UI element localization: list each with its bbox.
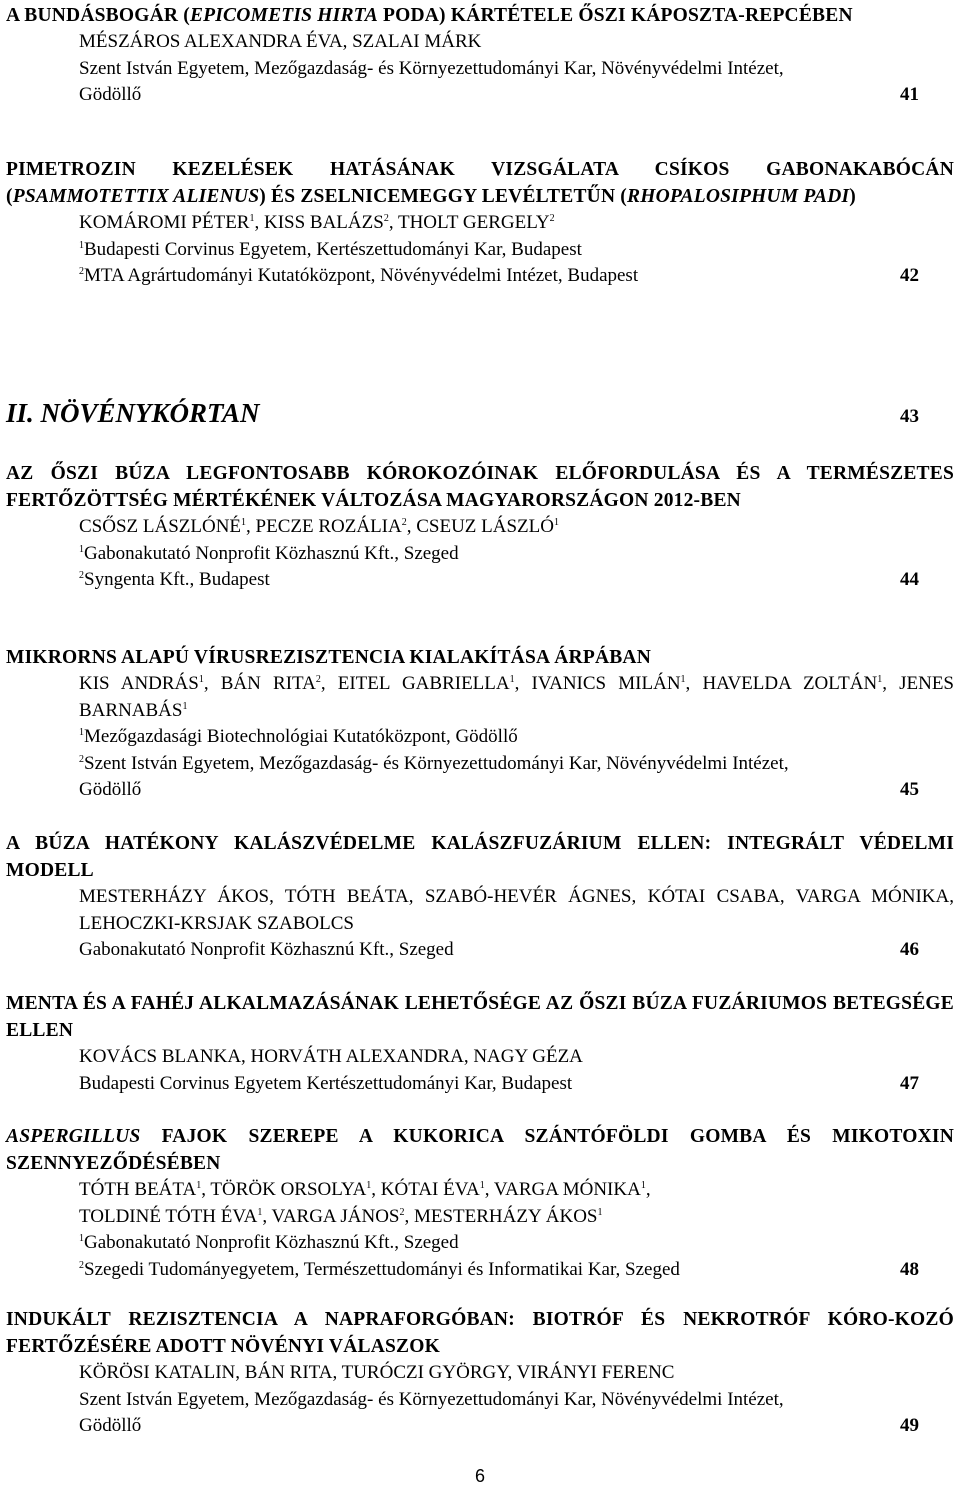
toc-entry bbox=[6, 990, 954, 1097]
entry-page-number: 46 bbox=[900, 939, 919, 960]
entry-page-number: 48 bbox=[900, 1258, 919, 1280]
toc-entry bbox=[6, 2, 954, 109]
entry-title: INDUKÁLT REZISZTENCIA A NAPRAFORGÓBAN: BIOTRÓF ÉS NEKROTRÓF KÓRO-KOZÓ FERTŐZÉSÉRE ADOTT NÖVÉNYI VÁLASZOK bbox=[6, 1309, 954, 1357]
entry-affiliation: $^2$Szent István Egyetem, Mezőgazdaság- és Környezettudományi Kar, Növényvédelmi Intézet, bbox=[79, 752, 789, 774]
entry-affiliation: $^1$Budapesti Corvinus Egyetem, Kertészettudományi Kar, Budapest bbox=[79, 238, 582, 260]
entry-affiliation: Budapesti Corvinus Egyetem Kertészettudományi Kar, Budapest bbox=[79, 1072, 573, 1094]
section-title: II. NÖVÉNYKÓRTAN bbox=[6, 398, 260, 428]
entry-affiliation: Gödöllő bbox=[79, 1415, 142, 1436]
toc-entry bbox=[6, 1123, 954, 1283]
entry-page-number: 45 bbox=[900, 779, 919, 800]
section-page-number: 43 bbox=[900, 406, 919, 427]
entry-affiliation: Gödöllő bbox=[79, 779, 142, 800]
entry-page-number: 47 bbox=[900, 1072, 919, 1094]
entry-authors: CSŐSZ LÁSZLÓNÉ$^1$, PECZE ROZÁLIA$^2$, CSEUZ LÁSZLÓ$^1$ bbox=[79, 516, 559, 537]
toc-entry bbox=[6, 830, 954, 964]
entry-affiliation: Gödöllő bbox=[79, 84, 142, 105]
entry-affiliation: $^1$Mezőgazdasági Biotechnológiai Kutatóközpont, Gödöllő bbox=[79, 726, 518, 747]
entry-affiliation-row bbox=[6, 777, 954, 804]
entry-affiliation: $^1$Gabonakutató Nonprofit Közhasznú Kft., Szeged bbox=[79, 542, 459, 564]
entry-title: A BUNDÁSBOGÁR (EPICOMETIS HIRTA PODA) KÁRTÉTELE ŐSZI KÁPOSZTA-REPCÉBEN bbox=[6, 5, 853, 26]
entry-authors: MESTERHÁZY ÁKOS, TÓTH BEÁTA, SZABÓ-HEVÉR ÁGNES, KÓTAI CSABA, VARGA MÓNIKA, LEHOCZKI-KRSJAK SZABOLCS bbox=[79, 886, 954, 934]
entry-title: ASPERGILLUS FAJOK SZEREPE A KUKORICA SZÁNTÓFÖLDI GOMBA ÉS MIKOTOXIN SZENNYEZŐDÉSÉBEN bbox=[6, 1126, 954, 1174]
entry-affiliation: $^1$Gabonakutató Nonprofit Közhasznú Kft., Szeged bbox=[79, 1232, 459, 1253]
entry-affiliation: $^2$MTA Agrártudományi Kutatóközpont, Növényvédelmi Intézet, Budapest bbox=[79, 265, 639, 286]
entry-affiliation-row bbox=[6, 1071, 954, 1098]
entry-authors: KÖRÖSI KATALIN, BÁN RITA, TURÓCZI GYÖRGY, VIRÁNYI FERENC bbox=[79, 1362, 675, 1383]
entry-page-number: 44 bbox=[900, 569, 919, 590]
entry-title: A BÚZA HATÉKONY KALÁSZVÉDELME KALÁSZFUZÁRIUM ELLEN: INTEGRÁLT VÉDELMI MODELL bbox=[6, 833, 954, 881]
entry-page-number: 42 bbox=[900, 265, 919, 286]
toc-entry bbox=[6, 644, 954, 804]
entry-title: MIKRORNS ALAPÚ VÍRUSREZISZTENCIA KIALAKÍTÁSA ÁRPÁBAN bbox=[6, 647, 651, 668]
entry-affiliation-row bbox=[6, 263, 954, 290]
entry-title: PIMETROZIN KEZELÉSEK HATÁSÁNAK VIZSGÁLATA CSÍKOS GABONAKABÓCÁN (PSAMMOTETTIX ALIENUS) ÉS ZSELNICEMEGGY LEVÉLTETŰN (RHOPALOSIPHUM PADI) bbox=[6, 159, 954, 207]
entry-authors: KOVÁCS BLANKA, HORVÁTH ALEXANDRA, NAGY GÉZA bbox=[79, 1046, 583, 1067]
entry-authors: MÉSZÁROS ALEXANDRA ÉVA, SZALAI MÁRK bbox=[79, 31, 482, 52]
entry-authors: TOLDINÉ TÓTH ÉVA$^1$, VARGA JÁNOS$^2$, MESTERHÁZY ÁKOS$^1$ bbox=[79, 1205, 603, 1227]
entry-authors: KOMÁROMI PÉTER$^1$, KISS BALÁZS$^2$, THOLT GERGELY$^2$ bbox=[79, 212, 555, 233]
page-footer-number: 6 bbox=[474, 1466, 485, 1486]
entry-affiliation-row bbox=[6, 82, 954, 109]
entry-affiliation-row bbox=[6, 1413, 954, 1440]
toc-entry bbox=[6, 460, 954, 594]
entry-page-number: 49 bbox=[900, 1415, 919, 1436]
entry-affiliation: $^2$Syngenta Kft., Budapest bbox=[79, 569, 270, 590]
entry-title: MENTA ÉS A FAHÉJ ALKALMAZÁSÁNAK LEHETŐSÉGE AZ ŐSZI BÚZA FUZÁRIUMOS BETEGSÉGE ELLEN bbox=[6, 993, 954, 1041]
entry-affiliation: Gabonakutató Nonprofit Közhasznú Kft., Szeged bbox=[79, 939, 454, 960]
section-heading bbox=[6, 398, 954, 429]
toc-entry bbox=[6, 156, 954, 290]
entry-authors: KIS ANDRÁS$^1$, BÁN RITA$^2$, EITEL GABRIELLA$^1$, IVANICS MILÁN$^1$, HAVELDA ZOLTÁN$^1$, JENES BARNABÁS$^1$ bbox=[79, 673, 954, 721]
entry-affiliation-row bbox=[6, 567, 954, 594]
entry-affiliation: $^2$Szegedi Tudományegyetem, Természettudományi és Informatikai Kar, Szeged bbox=[79, 1258, 680, 1280]
entry-page-number: 41 bbox=[900, 84, 919, 105]
entry-affiliation: Szent István Egyetem, Mezőgazdaság- és Környezettudományi Kar, Növényvédelmi Intézet, bbox=[79, 57, 784, 79]
entry-title: AZ ŐSZI BÚZA LEGFONTOSABB KÓROKOZÓINAK ELŐFORDULÁSA ÉS A TERMÉSZETES FERTŐZÖTTSÉG MÉRTÉKÉNEK VÁLTOZÁSA MAGYARORSZÁGON 2012-BEN bbox=[6, 463, 954, 511]
entry-affiliation: Szent István Egyetem, Mezőgazdaság- és Környezettudományi Kar, Növényvédelmi Intézet, bbox=[79, 1388, 784, 1410]
entry-affiliation-row bbox=[6, 937, 954, 964]
toc-entry bbox=[6, 1306, 954, 1440]
entry-affiliation-row bbox=[6, 1257, 954, 1284]
entry-authors: TÓTH BEÁTA$^1$, TÖRÖK ORSOLYA$^1$, KÓTAI ÉVA$^1$, VARGA MÓNIKA$^1$, bbox=[79, 1179, 651, 1200]
